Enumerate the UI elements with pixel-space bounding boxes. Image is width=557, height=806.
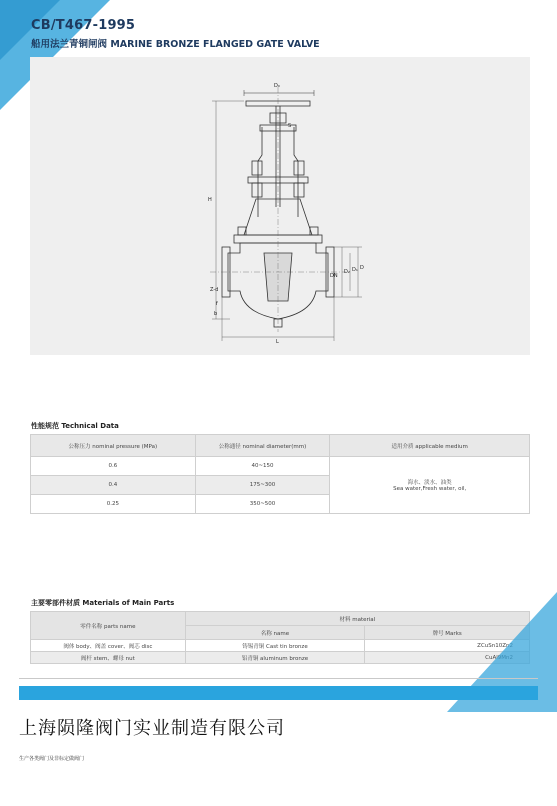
pressure-cell: 0.6 bbox=[31, 457, 196, 476]
technical-data-title: 性能规范 Technical Data bbox=[31, 422, 119, 430]
header-medium: 适用介质 applicable medium bbox=[330, 435, 530, 457]
header-marks: 牌号 Marks bbox=[365, 626, 530, 640]
accent-bar bbox=[19, 686, 538, 700]
drawing-label-dn: DN bbox=[330, 273, 338, 279]
part-cell: 阀杆 stem、螺母 nut bbox=[31, 652, 186, 664]
pressure-cell: 0.25 bbox=[31, 495, 196, 514]
mark-cell: CuAl9Mn2 bbox=[365, 652, 530, 664]
drawing-label-d2: D₂ bbox=[344, 269, 350, 275]
table-header-row bbox=[31, 435, 530, 457]
gate-valve-drawing bbox=[30, 57, 530, 355]
technical-data-table bbox=[30, 434, 530, 514]
mark-cell: ZCuSn10Zn2 bbox=[365, 640, 530, 652]
standard-code: CB/T467-1995 bbox=[31, 18, 136, 33]
company-name: 上海陨隆阀门实业制造有限公司 bbox=[19, 718, 285, 739]
product-title-cn: 船用法兰青铜闸阀 bbox=[31, 39, 108, 50]
drawing-label-s: S bbox=[288, 123, 292, 129]
diameter-cell: 350~500 bbox=[195, 495, 330, 514]
material-name-cell: 铝青铜 aluminum bronze bbox=[185, 652, 365, 664]
table-row bbox=[31, 457, 530, 476]
drawing-label-d0: D₀ bbox=[274, 83, 280, 89]
drawing-label-b: b bbox=[214, 311, 218, 317]
drawing-label-f: f bbox=[216, 301, 218, 307]
header-material: 材料 material bbox=[185, 612, 529, 626]
part-cell: 阀体 body、阀盖 cover、阀芯 disc bbox=[31, 640, 186, 652]
product-title-en: MARINE BRONZE FLANGED GATE VALVE bbox=[110, 39, 320, 50]
diameter-cell: 40~150 bbox=[195, 457, 330, 476]
diameter-cell: 175~300 bbox=[195, 476, 330, 495]
drawing-label-l: L bbox=[276, 339, 279, 345]
divider-line bbox=[19, 678, 538, 679]
medium-cn: 海水、淡水、油类 bbox=[407, 480, 452, 486]
drawing-label-h: H bbox=[208, 197, 212, 203]
medium-en: Sea water,Fresh water, oil, bbox=[393, 486, 467, 492]
header-part: 零件名称 parts name bbox=[31, 612, 186, 640]
header-name: 名称 name bbox=[185, 626, 365, 640]
drawing-label-d: D bbox=[360, 265, 364, 271]
drawing-label-d1: D₁ bbox=[352, 267, 358, 273]
drawing-label-zd: Z-d bbox=[210, 287, 219, 293]
product-title bbox=[31, 36, 320, 50]
company-tagline: 生产各类阀门及非标定做阀门 bbox=[19, 756, 85, 762]
header-pressure: 公称压力 nominal pressure (MPa) bbox=[31, 435, 196, 457]
header-diameter: 公称通径 nominal diameter(mm) bbox=[195, 435, 330, 457]
materials-title: 主要零部件材质 Materials of Main Parts bbox=[31, 599, 175, 607]
pressure-cell: 0.4 bbox=[31, 476, 196, 495]
material-name-cell: 铸锡青铜 Cast tin bronze bbox=[185, 640, 365, 652]
medium-cell bbox=[330, 457, 530, 514]
valve-drawing-panel bbox=[30, 57, 530, 355]
